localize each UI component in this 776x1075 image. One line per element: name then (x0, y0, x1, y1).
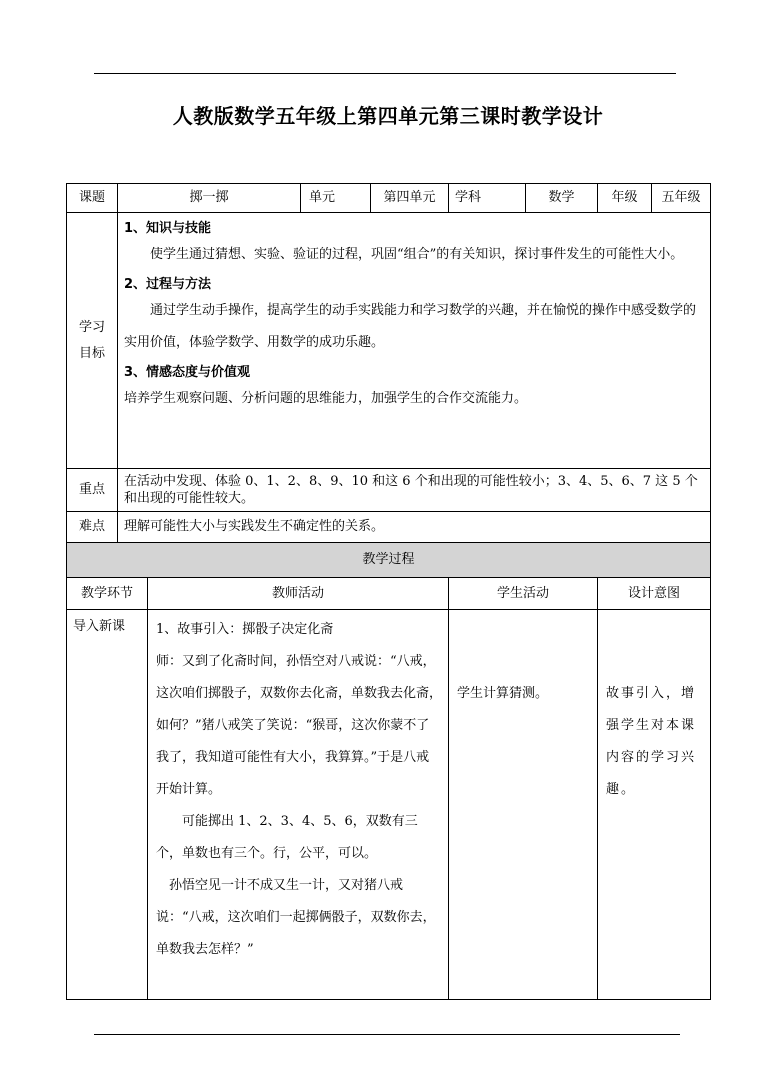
grade-value: 五年级 (652, 184, 711, 213)
topic-value: 掷一掷 (118, 184, 301, 213)
objective-heading-process: 2、过程与方法 (124, 277, 212, 292)
header-rule (94, 73, 676, 74)
info-row (67, 184, 711, 213)
teacher-dialogue-1: 师：又到了化斋时间，孙悟空对八戒说：“八戒，这次咱们掷骰子，双数你去化斋，单数我去化斋，如何？”猪八戒笑了笑说：“猴哥，这次你蒙不了我了，我知道可能性有大小，我算算。”于是八戒开始计算。 (156, 654, 443, 797)
objective-text-attitude: 培养学生观察问题、分析问题的思维能力，加强学生的合作交流能力。 (124, 391, 528, 406)
objectives-label (67, 213, 118, 469)
process-row-intro (67, 610, 711, 1000)
lesson-plan-table (66, 183, 711, 1000)
page-title: 人教版数学五年级上第四单元第三课时教学设计 (172, 104, 604, 128)
objective-heading-knowledge: 1、知识与技能 (124, 221, 212, 236)
process-column-headers (67, 578, 711, 610)
subject-value: 数学 (526, 184, 598, 213)
unit-label: 单元 (301, 184, 371, 213)
stage-cell: 导入新课 (67, 610, 148, 1000)
topic-label: 课题 (67, 184, 118, 213)
objectives-content (118, 213, 711, 469)
objective-text-process: 通过学生动手操作，提高学生的动手实践能力和学习数学的兴趣，并在愉悦的操作中感受数学的实用价值，体验学数学、用数学的成功乐趣。 (124, 303, 697, 350)
student-activity-cell: 学生计算猜测。 (449, 610, 598, 1000)
difficulty-text: 理解可能性大小与实践发生不确定性的关系。 (118, 512, 711, 543)
col-header-student: 学生活动 (449, 578, 598, 610)
unit-value: 第四单元 (371, 184, 449, 213)
objectives-row (67, 213, 711, 469)
objectives-label-line1: 学习 (78, 319, 105, 335)
teacher-dialogue-3: 孙悟空见一计不成又生一计，又对猪八戒说：“八戒，这次咱们一起掷俩骰子，双数你去，单数我去怎样？” (156, 878, 436, 957)
objectives-label-line2: 目标 (78, 345, 105, 361)
col-header-stage: 教学环节 (67, 578, 148, 610)
grade-label: 年级 (598, 184, 652, 213)
col-header-teacher: 教师活动 (148, 578, 449, 610)
subject-label: 学科 (449, 184, 526, 213)
objective-heading-attitude: 3、情感态度与价值观 (124, 365, 251, 380)
difficulty-label: 难点 (67, 512, 118, 543)
key-point-row (67, 469, 711, 512)
col-header-intent: 设计意图 (598, 578, 711, 610)
teacher-activity-cell (148, 610, 449, 1000)
objective-text-knowledge: 使学生通过猜想、实验、验证的过程，巩固“组合”的有关知识，探讨事件发生的可能性大小。 (150, 247, 684, 262)
difficulty-row (67, 512, 711, 543)
key-point-label: 重点 (67, 469, 118, 512)
key-point-text: 在活动中发现、体验 0、1、2、8、9、10 和这 6 个和出现的可能性较小；3、4、5、6、7 这 5 个和出现的可能性较大。 (118, 469, 711, 512)
design-intent-cell: 故事引入，增强学生对本课内容的学习兴趣。 (598, 610, 711, 1000)
process-heading: 教学过程 (67, 543, 711, 578)
process-heading-row (67, 543, 711, 578)
teacher-dialogue-2: 可能掷出 1、2、3、4、5、6，双数有三个，单数也有三个。行，公平，可以。 (156, 814, 418, 861)
footer-rule (94, 1034, 680, 1035)
teacher-step-title: 1、故事引入：掷骰子决定化斋 (156, 622, 334, 637)
